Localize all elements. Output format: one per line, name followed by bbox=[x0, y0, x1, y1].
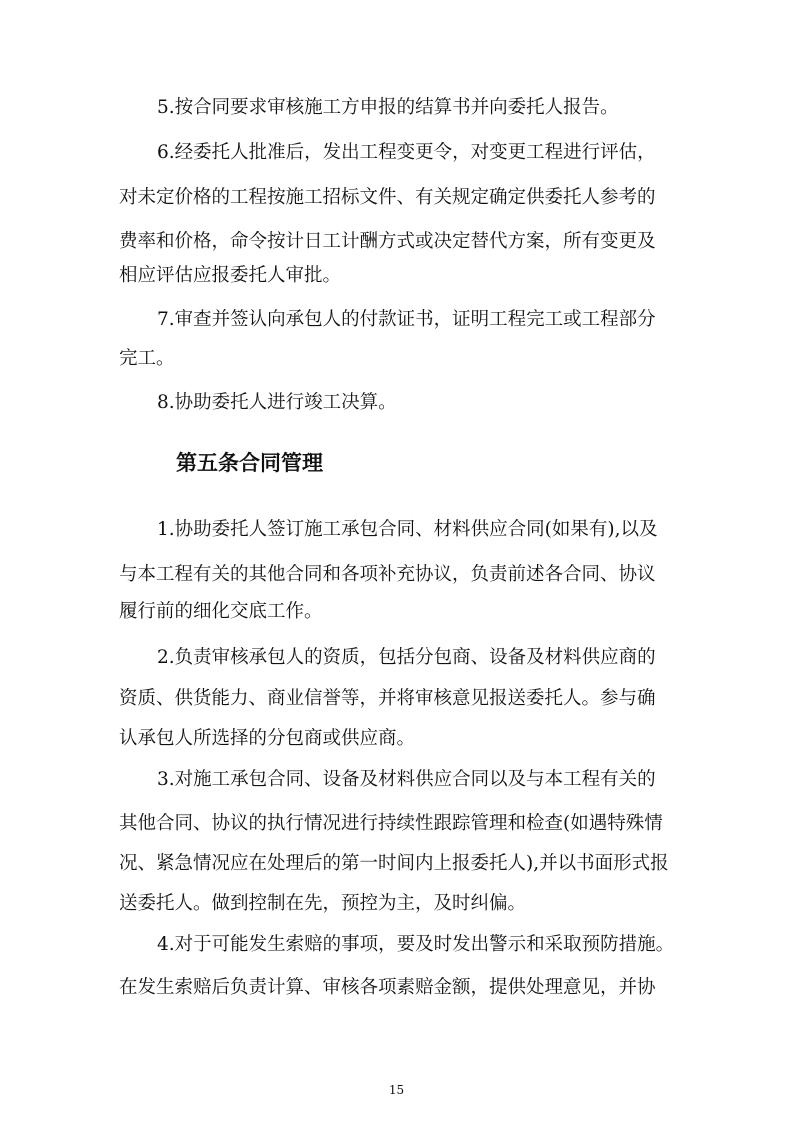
text-line: 4.对于可能发生索赔的事项，要及时发出警示和采取预防措施。 bbox=[157, 934, 675, 955]
text-line: 资质、供货能力、商业信誉等，并将审核意见报送委托人。参与确 bbox=[119, 688, 656, 709]
text-line: 送委托人。做到控制在先，预控为主，及时纠偏。 bbox=[119, 893, 527, 914]
text-line: 其他合同、协议的执行情况进行持续性跟踪管理和检查(如遇特殊情 bbox=[119, 813, 663, 834]
text-line: 履行前的细化交底工作。 bbox=[119, 601, 323, 622]
section-heading: 第五条合同管理 bbox=[176, 450, 323, 475]
text-line: 费率和价格，命令按计日工计酬方式或决定替代方案，所有变更及 bbox=[119, 231, 656, 252]
text-line: 况、紧急情况应在处理后的第一时间内上报委托人),并以书面形式报 bbox=[119, 853, 669, 874]
text-line: 8.协助委托人进行竣工决算。 bbox=[157, 392, 397, 413]
text-line: 完工。 bbox=[119, 348, 175, 369]
text-line: 2.负责审核承包人的资质，包括分包商、设备及材料供应商的 bbox=[157, 647, 656, 668]
page-number: 15 bbox=[388, 1083, 405, 1097]
text-line: 在发生索赔后负责计算、审核各项素赔金额，提供处理意见，并协 bbox=[119, 977, 656, 998]
text-line: 相应评估应报委托人审批。 bbox=[119, 265, 342, 286]
text-line: 对未定价格的工程按施工招标文件、有关规定确定供委托人参考的 bbox=[119, 187, 656, 208]
text-line: 6.经委托人批准后，发出工程变更令，对变更工程进行评估， bbox=[157, 142, 656, 163]
text-line: 3.对施工承包合同、设备及材料供应合同以及与本工程有关的 bbox=[157, 769, 656, 790]
text-line: 认承包人所选择的分包商或供应商。 bbox=[119, 728, 416, 749]
text-line: 与本工程有关的其他合同和各项补充协议，负责前述各合同、协议 bbox=[119, 564, 656, 585]
text-line: 1.协助委托人签订施工承包合同、材料供应合同(如果有),以及 bbox=[157, 519, 658, 540]
text-line: 5.按合同要求审核施工方申报的结算书并向委托人报告。 bbox=[157, 97, 619, 118]
text-line: 7.审查并签认向承包人的付款证书，证明工程完工或工程部分 bbox=[157, 309, 656, 330]
